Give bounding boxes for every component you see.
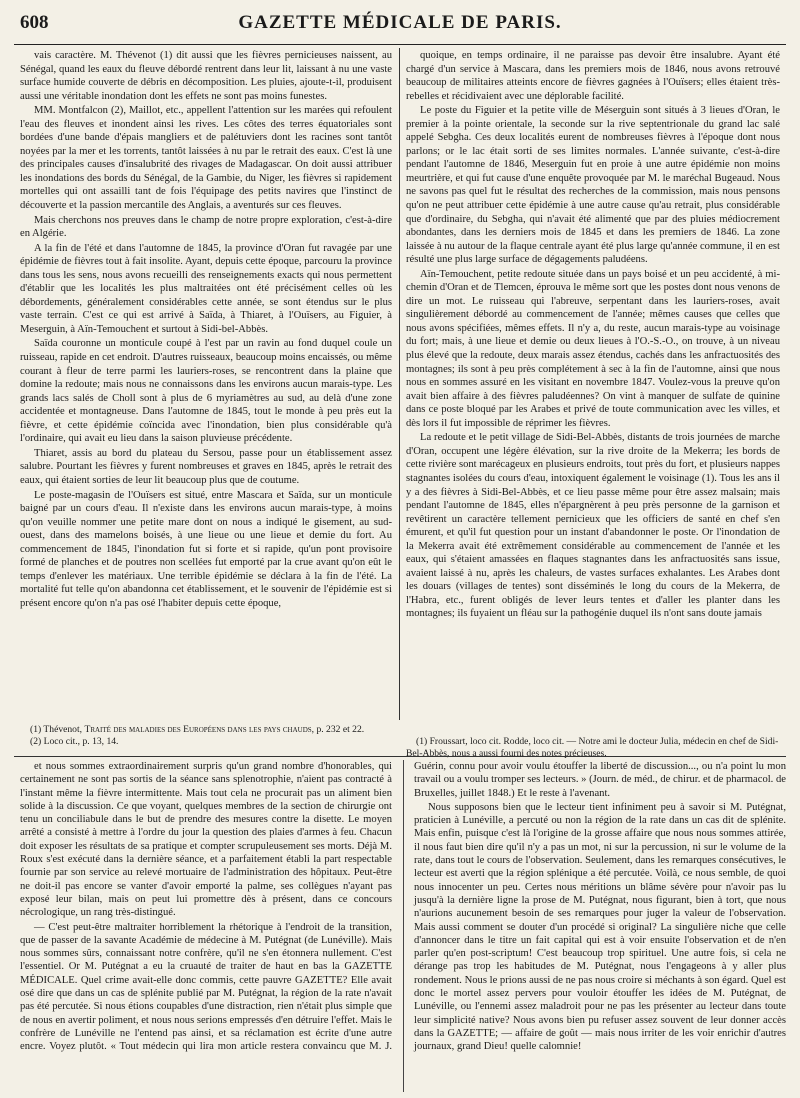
paragraph: Le poste du Figuier et la petite ville de Méserguin sont situés à 3 lieues d'Oran, le premier à la pointe orientale, la seconde sur la rive septentrionale du grand lac salé appelé Sebgha. Ces deux localités eurent de nombreuses fièvres à l'époque dont nous parlons; or le lac était sorti de ses limites normales. L'année suivante, c'est-à-dire pendant l'automne de 1846, Meserguin fut en proie à une autre épidémie non moins meurtrière, et qui fut cause d'une enquête provoquée par M. le maréchal Bugeaud. Nous ne savons pas quel fut le résultat des recherches de la commission, mais nous pensons qu'on ne peut attribuer cette épidémie à une autre cause qu'au retrait, plus considérable que d'ordinaire, du Sebgha, qui n'avait été alimenté que par des pluies médiocrement abondantes, dans les derniers mois de 1845 et dans les premiers de 1846. La zone laissée à nu autour de la flaque centrale ayant été plus large qu'année commune, il en est résulté une plus large surface de dégagements paludéens. [406, 105, 780, 266]
paragraph: Le poste-magasin de l'Ouïsers est situé, entre Mascara et Saïda, sur un monticule baigné par un cours d'eau. Il n'existe dans les environs aucun marais-type, à moins qu'on veuille nommer une petite mare dont on nous a indiqué le gisement, au sud-ouest, dans des mamelons boisés, à une lieue ou une lieue et demie du fort. Au commencement de 1845, l'inondation fut si forte et si rapide, qu'un pont provisoire formé de planches et de poutres non scellées fut emporté par la crue avant qu'on eût le temps d'enlever les matériaux. Une terrible épidémie se déclara à la fin de l'été. La mortalité fut telle qu'on abandonna cet établissement, et le souvenir de l'épidémie est si présent encore qu'on n'a pas osé l'habiter depuis cette époque, [20, 489, 392, 609]
paragraph: Thiaret, assis au bord du plateau du Sersou, passe pour un établissement assez salubre. Pourtant les fièvres y furent nombreuses et graves en 1845, après le retrait des eaux, qui étaient sorties de leur lit beaucoup plus que de coutume. [20, 447, 392, 486]
page-header [14, 12, 786, 40]
paragraph: A la fin de l'été et dans l'automne de 1845, la province d'Oran fut ravagée par une épidémie de fièvres tout à fait insolite. Ayant, depuis cette époque, parcouru la province dans tous les sens, nous avons recueilli des renseignements exacts qui nous permettent d'établir que les localités les plus maltraitées ont été précisément celles où les débordements, généralement considérables cette année, se sont étendus sur le plus vaste terrain. C'est ce qui est arrivé à Saïda, à Thiaret, à l'Ouïsers, au Figuier, à Meserguin, à Aïn-Temouchent et surtout à Sidi-bel-Abbès. [20, 242, 392, 335]
paragraph: Nous supposons bien que le lecteur tient infiniment peu à savoir si M. Putégnat, praticien à Lunéville, a percuté ou non la région de la rate dans un cas dit de splénite. Mais enfin, puisque c'est là l'origine de la grosse affaire que nous nous sommes attirée, il nous faut bien dire qu'il n'y a pas un mot, ni sur la percussion, ni sur le volume de la rate, dans tout le cours de l'observation. Seulement, dans les remarques consécutives, le lecteur est averti que la région splénique a été percutée. Voilà, ce nous semble, de quoi nous innocenter un peu. Certes nous méritions un blâme sévère pour n'avoir pas lu jusqu'à la dernière ligne la prose de M. Putégnat, nous figurant, bien à tort, que nous n'aurions aucunement besoin de ses remarques pour juger la valeur de l'observation. Mais aussi comment se douter d'un procédé si original? La singulière niche que celle d'annoncer dans le titre un fait capital qui est à voir ensuite l'observation et de n'en parler qu'en post-scriptum! C'est beaucoup trop spirituel. Une autre fois, si cela ne dérange pas trop les habitudes de M. Putégnat, nous l'engageons à y aller plus rondement. Nous le prions aussi de ne pas nous croire si méchants à son égard. Quel est donc le mortel assez pervers pour vouloir étouffer les idées de M. Putégnat, de Lunéville, ou l'ennemi assez maladroit pour ne pas les présenter au lecteur dans toute leur simplicité native? Nous avons bien pu refuser assez souvent de leur donner accès dans la GAZETTE; — affaire de goût — mais nous irriter de les voir enrichir d'autres journaux, grand Dieu! quelle calomnie! [414, 801, 786, 1053]
paragraph: et nous sommes extraordinairement surpris qu'un grand nombre d'honorables, qui certainement ne sont pas sortis de la séance sans splenotrophie, n'aient pas contracté à l'instant même la fièvre intermittente. Mais tout cela ne procurait pas un aliment bien solide à la discussion. Ce que voyant, quelques membres de la section de chirurgie ont tenu un conciliabule dans le but de prendre des mesures contre la disette. Le moyen arrêté a consisté à mettre à l'ordre du jour la question des plaies d'armes à feu. Chacun doit exposer les résultats de sa pratique et compter scrupuleusement ses morts. Déjà M. Roux s'est exécuté dans la dernière séance, et a parfaitement établi la part respectable fournie par son service au relevé mortuaire de l'administration des hôpitaux. Peut-être ne doit-il pas encore se vanter d'avoir emporté la palme, ses collègues n'ayant pas exposé leur bilan, mais on peut lui promettre dès à présent, dans ce concours nécrologique, un rang très-distingué. [20, 761, 392, 919]
bottom-section [20, 760, 786, 1092]
paragraph: Saïda couronne un monticule coupé à l'est par un ravin au fond duquel coule un ruisseau, rapide en cet endroit. D'autres ruisseaux, beaucoup moins encaissés, ou même courant à fleur de terre parmi les lauriers-roses, se rencontrent dans la plaine que domine la redoute; mais nous ne connaissons dans les environs aucun marais-type. Les grands lacs salés de Choll sont à plus de 6 myriamètres au sud, au delà d'une zone accidentée et montagneuse. Dans l'automne de 1845, tout le monde à peu près eut la fièvre, et cette épidémie coïncida avec l'inondation, bien plus considérable qu'à l'ordinaire, qui avait eu lieu dans la saison pluvieuse précédente. [20, 338, 392, 445]
paragraph: La redoute et le petit village de Sidi-Bel-Abbès, distants de trois journées de marche d'Oran, occupent une légère élévation, sur la rive droite de la Mekerra; les bords de cette rivière sont marécageux en plusieurs endroits, tout près du fort, et plusieurs nappes stagnantes isolées du cours d'eau, intoxiquent également le voisinage (1). Tous les ans il y a des fièvres à Sidi-Bel-Abbès, et ce lieu passe même pour être assez malsain; mais pendant l'automne de 1845, elles n'épargnèrent à peu près personne de la garnison et revêtirent un caractère tellement pernicieux que les officiers de santé en chef s'en émurent, et qu'il fut question pour un instant d'abandonner le poste. Or l'inondation de la Mekerra avait été extrêmement considérable au commencement de l'année et les eaux, qui s'étaient amassées en flaques stagnantes dans les anfractuosités sans issue, avaient laissé à nu, après les chaleurs, de vastes surfaces exhalantes. Les Arabes dont les douars (villages de tentes) sont disséminés le long du cours de la Mekerra, de l'Habra, etc., furent obligés de lever leurs tentes et d'aller les planter dans les montagnes; ils fuyaient un fléau sur la pathogénie duquel ils n'ont sans doute jamais [406, 432, 780, 620]
right-column [406, 49, 780, 621]
header-rule [14, 44, 786, 45]
paragraph: — C'est peut-être maltraiter horriblement la rhétorique à l'endroit de la transition, que de passer de la savante Académie de médecine à M. Putégnat (de Lunéville). Mais nous sommes sûrs, connaissant notre confrère, qu'il ne s'en étonnera nullement. C'est l'essentiel. Or M. Putégnat a eu la cruauté de traiter de haut en bas la GAZETTE MÉDICALE. Quel crime avait-elle donc commis, cette pauvre GAZETTE? Elle avait osé dire que dans un cas de splénite publié par M. Putégnat, la région de la rate n'avait pas été percutée. Si nous étions coupables d'une distraction, rien n'était plus simple que de nous en avertir poliment, et nous nous serions empressés d'en détruire l'effet. Mais le confrère de Lunéville ne l'entend pas ainsi, et sa réclamation est écrite d'une autre encre. Voyez plutôt. « Tout médecin qui lira mon article restera convaincu que M. J. Guérin, connu pour avoir voulu étouffer la liberté de discussion..., ou n'a point lu mon travail ou a voulu tromper ses lecteurs. » (Journ. de méd., de chirur. et de pharmacol. de Bruxelles, juillet 1848.) Et le reste à l'avenant. [20, 761, 786, 1053]
paragraph: quoique, en temps ordinaire, il ne paraisse pas devoir être insalubre. Ayant été chargé d'un service à Mascara, dans les premiers mois de 1846, nous avons retrouvé beaucoup de militaires atteints encore de fièvres gagnées à l'Ouïsers; elles étaient très-rebelles et récidivaient avec une déplorable facilité. [406, 50, 780, 102]
column-divider [399, 48, 400, 720]
paragraph: vais caractère. M. Thévenot (1) dit aussi que les fièvres pernicieuses naissent, au Sénégal, quand les eaux du fleuve débordé rentrent dans leur lit, laissant à nu une vaste surface humide couverte de débris en décomposition. Les pluies, ajoute-t-il, produisent aussi une véritable inondation dont les effets ne sont pas moins funestes. [20, 50, 392, 102]
footnotes-left [20, 724, 392, 749]
section-rule [14, 756, 786, 757]
footnote: (1) Froussart, loco cit. Rodde, loco cit. — Notre ami le docteur Julia, médecin en chef de Sidi-Bel-Abbès, nous a aussi fourni des notes précieuses. [406, 736, 779, 760]
footnotes-right [406, 736, 780, 761]
paragraph: MM. Montfalcon (2), Maillot, etc., appellent l'attention sur les marées qui refoulent l'eau des fleuves et inondent ainsi les rives. Les côtes des terres équatoriales sont bordées d'une bande d'épais mangliers et de palétuviers dont les racines sont tantôt noyées par la mer et les torrents, tantôt laissées à nu par le retrait des eaux. C'est là une des principales causes d'insalubrité des rivages de Madagascar. On doit aussi attribuer les inondations des bords du Sénégal, de la Gambie, du Niger, les fièvres si rapidement mortelles qui ont assailli tant de fois l'équipage des petits navires que l'instinct de découverte et la passion mercantile des Anglais, a aventurés sur ces fleuves. [20, 105, 392, 212]
paragraph: Mais cherchons nos preuves dans le champ de notre propre exploration, c'est-à-dire en Algérie. [20, 214, 392, 240]
journal-title: GAZETTE MÉDICALE DE PARIS. [238, 12, 562, 33]
paragraph: Aïn-Temouchent, petite redoute située dans un pays boisé et un peu accidenté, à mi-chemin d'Oran et de Tlemcen, éprouva le même sort que les postes dont nous venons de dire un mot. Le ruisseau qui l'abreuve, serpentant dans les lauriers-roses, avait singulièrement débordé au commencement de l'année; mêmes causes que celles que nous avons spécifiées, mêmes effets. Il n'y a, du reste, aucun marais-type au voisinage du fort; mais, à une lieue et demie ou deux lieues à l'O.-S.-O., on trouve, à un niveau plus élevé que la redoute, deux marais assez étendus, cachés dans les anfractuosités des montagnes; ils sont à peu près complétement à sec à la fin de l'automne, ainsi que nous nous en sommes assuré en les visitant en novembre 1847. Voulez-vous la preuve qu'on avait bien affaire à des fièvres paludéennes? On vint à manquer de sulfate de quinine dans ce poste bloqué par les Arabes et privé de toute communication avec les villes, et dès lors il fut impossible de réprimer les fièvres. [406, 268, 780, 429]
footnote: (1) Thévenot, Traité des maladies des Européens dans les pays chauds, p. 232 et 22. [30, 724, 365, 735]
page-number: 608 [20, 12, 49, 33]
left-column [20, 49, 392, 610]
footnote: (2) Loco cit., p. 13, 14. [30, 736, 119, 748]
